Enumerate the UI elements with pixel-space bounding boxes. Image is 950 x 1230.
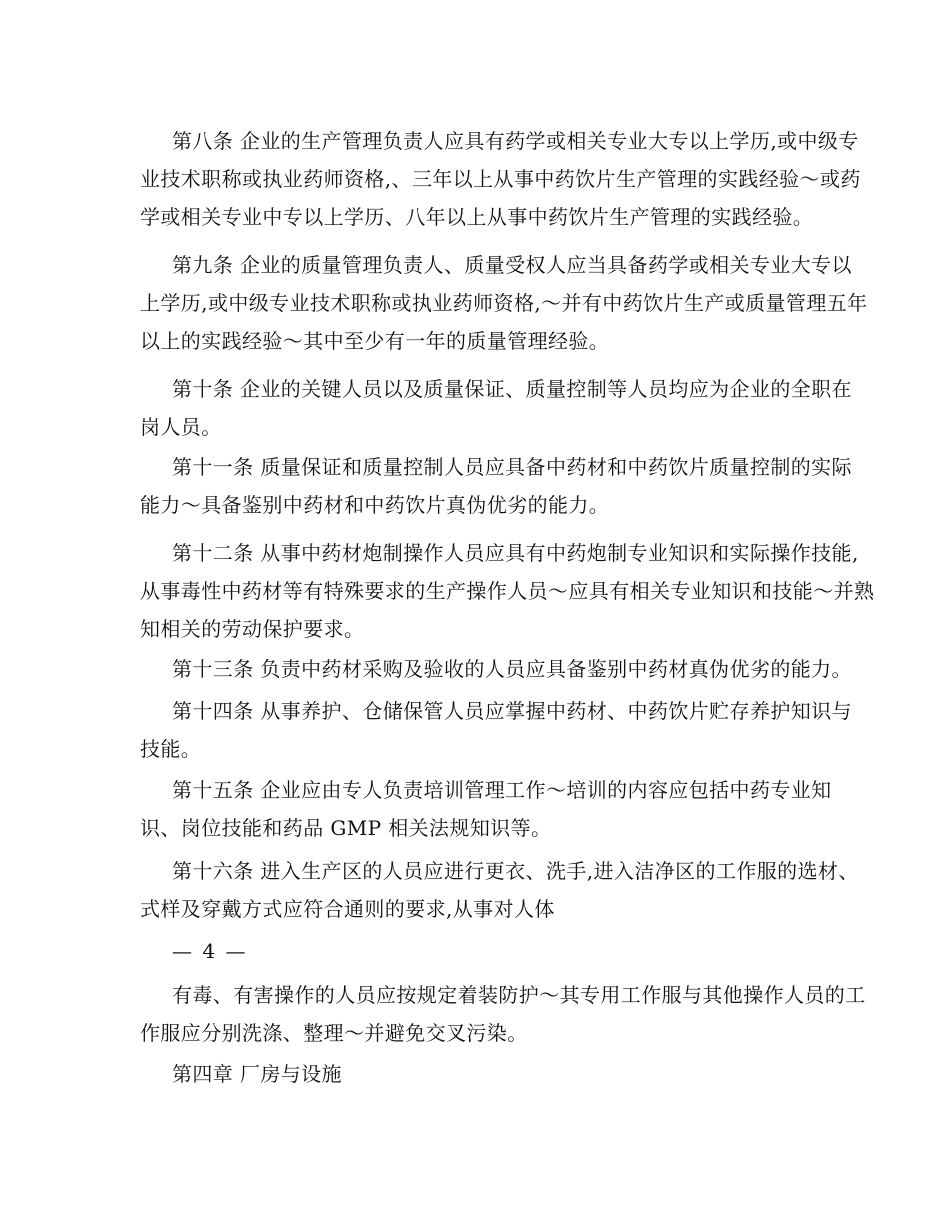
article-9-line-3: 以上的实践经验～其中至少有一年的质量管理经验。 — [140, 329, 610, 353]
article-16-continued-line-2: 作服应分别洗涤、整理～并避免交叉污染。 — [140, 1021, 528, 1045]
article-9-line-1: 第九条 企业的质量管理负责人、质量受权人应当具备药学或相关专业大专以 — [172, 253, 852, 277]
article-13-line-1: 第十三条 负责中药材采购及验收的人员应具备鉴别中药材真伪优劣的能力。 — [172, 657, 852, 681]
article-12-line-2: 从事毒性中药材等有特殊要求的生产操作人员～应具有相关专业知识和技能～并熟 — [140, 579, 875, 603]
article-15-line-2: 识、岗位技能和药品 GMP 相关法规知识等。 — [140, 816, 552, 840]
chapter-4-heading: 第四章 厂房与设施 — [172, 1062, 342, 1086]
article-14-line-1: 第十四条 从事养护、仓储保管人员应掌握中药材、中药饮片贮存养护知识与 — [172, 699, 852, 723]
article-9-line-2: 上学历,或中级专业技术职称或执业药师资格,～并有中药饮片生产或质量管理五年 — [140, 291, 868, 315]
article-14-line-2: 技能。 — [140, 737, 202, 761]
article-8-line-3: 学或相关专业中专以上学历、八年以上从事中药饮片生产管理的实践经验。 — [140, 205, 814, 229]
article-10-line-1: 第十条 企业的关键人员以及质量保证、质量控制等人员均应为企业的全职在 — [172, 377, 852, 401]
article-12-line-3: 知相关的劳动保护要求。 — [140, 617, 365, 641]
article-11-line-2: 能力～具备鉴别中药材和中药饮片真伪优劣的能力。 — [140, 493, 610, 517]
article-8-line-1: 第八条 企业的生产管理负责人应具有药学或相关专业大专以上学历,或中级专 — [172, 129, 859, 153]
article-8-line-2: 业技术职称或执业药师资格,、三年以上从事中药饮片生产管理的实践经验～或药 — [140, 167, 861, 191]
article-11-line-1: 第十一条 质量保证和质量控制人员应具备中药材和中药饮片质量控制的实际 — [172, 455, 852, 479]
article-16-line-1: 第十六条 进入生产区的人员应进行更衣、洗手,进入洁净区的工作服的选材、 — [172, 859, 859, 883]
article-16-continued-line-1: 有毒、有害操作的人员应按规定着装防护～其专用工作服与其他操作人员的工 — [172, 983, 866, 1007]
article-10-line-2: 岗人员。 — [140, 415, 222, 439]
page-number: — 4 — — [172, 939, 248, 963]
article-15-line-1: 第十五条 企业应由专人负责培训管理工作～培训的内容应包括中药专业知 — [172, 778, 832, 802]
article-16-line-2: 式样及穿戴方式应符合通则的要求,从事对人体 — [140, 897, 555, 921]
article-12-line-1: 第十二条 从事中药材炮制操作人员应具有中药炮制专业知识和实际操作技能, — [172, 541, 859, 565]
